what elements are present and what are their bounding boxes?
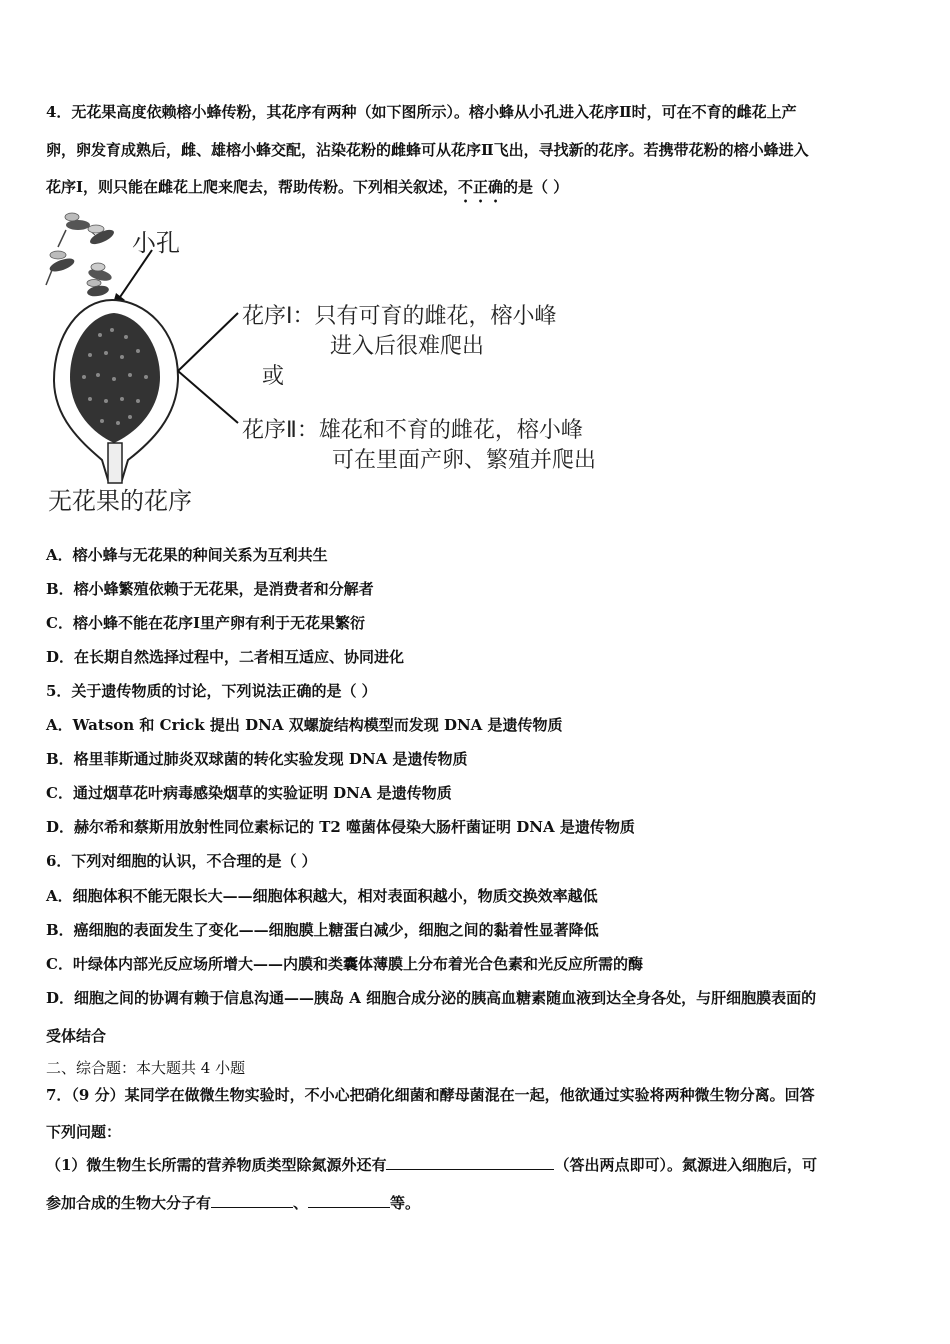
fig-inflorescence-1-line-1: 花序Ⅰ：只有可育的雌花，榕小峰 xyxy=(242,304,557,329)
q5-option-c: C．通过烟草花叶病毒感染烟草的实验证明 DNA 是遗传物质 xyxy=(46,784,452,802)
q5-option-d: D．赫尔希和蔡斯用放射性同位素标记的 T2 噬菌体侵染大肠杆菌证明 DNA 是遗传物质 xyxy=(46,818,635,836)
q6-option-d: D．细胞之间的协调有赖于信息沟通——胰岛 A 细胞合成分泌的胰高血糖素随血液到达全身各处，与肝细胞膜表面的 xyxy=(46,989,817,1007)
q7-part-1-text-end: （答出两点即可）。氮源进入细胞后，可 xyxy=(554,1156,817,1174)
q6-stem: 6．下列对细胞的认识，不合理的是（ ） xyxy=(46,852,317,870)
q7-part-1-line-2 xyxy=(46,1193,908,1213)
q5-option-a: A．Watson 和 Crick 提出 DNA 双螺旋结构模型而发现 DNA 是遗传物质 xyxy=(46,716,563,734)
fig-inflorescence-2-line-1: 花序Ⅱ：雄花和不育的雌花，榕小峰 xyxy=(242,418,583,443)
q4-line-3-end: 的是（ ） xyxy=(503,178,569,196)
q4-line-3 xyxy=(46,177,908,206)
answer-blank[interactable] xyxy=(211,1193,293,1208)
q4-option-b: B．榕小蜂繁殖依赖于无花果，是消费者和分解者 xyxy=(46,580,374,598)
q6-option-d-continued: 受体结合 xyxy=(46,1027,107,1045)
q4-line-1: 4．无花果高度依赖榕小蜂传粉，其花序有两种（如下图所示）。榕小蜂从小孔进入花序Ⅱ时，可在不育的雌花上产 xyxy=(46,103,797,121)
q4-option-c: C．榕小蜂不能在花序Ⅰ里产卵有利于无花果繁衍 xyxy=(46,614,365,632)
q7-line-1: 7．（9 分）某同学在做微生物实验时，不小心把硝化细菌和酵母菌混在一起，他欲通过实验将两种微生物分离。回答 xyxy=(46,1086,815,1104)
fig-wasp-icon xyxy=(86,280,109,298)
fig-caption: 无花果的花序 xyxy=(48,487,192,515)
q7-part-1-text-start: （1）微生物生长所需的营养物质类型除氮源外还有 xyxy=(46,1156,387,1174)
fig-wasp-icon xyxy=(46,251,76,285)
q7-line-2: 下列问题： xyxy=(46,1123,122,1141)
q4-emphasis-not-correct: 不正确 xyxy=(458,178,504,196)
answer-blank[interactable] xyxy=(308,1193,390,1208)
q7-part-1-text-final: 等。 xyxy=(390,1194,421,1212)
q6-option-b: B．癌细胞的表面发生了变化——细胞膜上糖蛋白减少，细胞之间的黏着性显著降低 xyxy=(46,921,599,939)
q7-part-1-separator: 、 xyxy=(293,1194,309,1212)
fig-or-label: 或 xyxy=(262,364,285,389)
answer-blank[interactable] xyxy=(386,1155,554,1170)
fig-inflorescence-2-line-2: 可在里面产卵、繁殖并爬出 xyxy=(332,448,597,473)
q7-part-1-line-1 xyxy=(46,1155,908,1175)
fig-wasp-icon xyxy=(88,225,116,247)
fig-inflorescence-1-line-2: 进入后很难爬出 xyxy=(330,334,485,359)
q4-option-a: A．榕小蜂与无花果的种间关系为互利共生 xyxy=(46,546,328,564)
fig-hole-label: 小孔 xyxy=(132,229,180,257)
q5-option-b: B．格里菲斯通过肺炎双球菌的转化实验发现 DNA 是遗传物质 xyxy=(46,750,468,768)
q4-line-2: 卵，卵发育成熟后，雌、雄榕小蜂交配，沾染花粉的雌蜂可从花序Ⅱ飞出，寻找新的花序。若携带花粉的榕小蜂进入 xyxy=(46,141,809,159)
q4-option-d: D．在长期自然选择过程中，二者相互适应、协同进化 xyxy=(46,648,405,666)
q6-option-a: A．细胞体积不能无限长大——细胞体积越大，相对表面积越小，物质交换效率越低 xyxy=(46,887,598,905)
q5-stem: 5．关于遗传物质的讨论，下列说法正确的是（ ） xyxy=(46,682,377,700)
q7-part-1-text-macromolecules: 参加合成的生物大分子有 xyxy=(46,1194,212,1212)
fig-inflorescence-figure xyxy=(40,205,640,525)
q6-option-c: C．叶绿体内部光反应场所增大——内膜和类囊体薄膜上分布着光合色素和光反应所需的酶 xyxy=(46,955,643,973)
q4-line-3-start: 花序Ⅰ，则只能在雌花上爬来爬去，帮助传粉。下列相关叙述， xyxy=(46,178,459,196)
section-2-heading: 二、综合题：本大题共 4 小题 xyxy=(46,1059,246,1077)
